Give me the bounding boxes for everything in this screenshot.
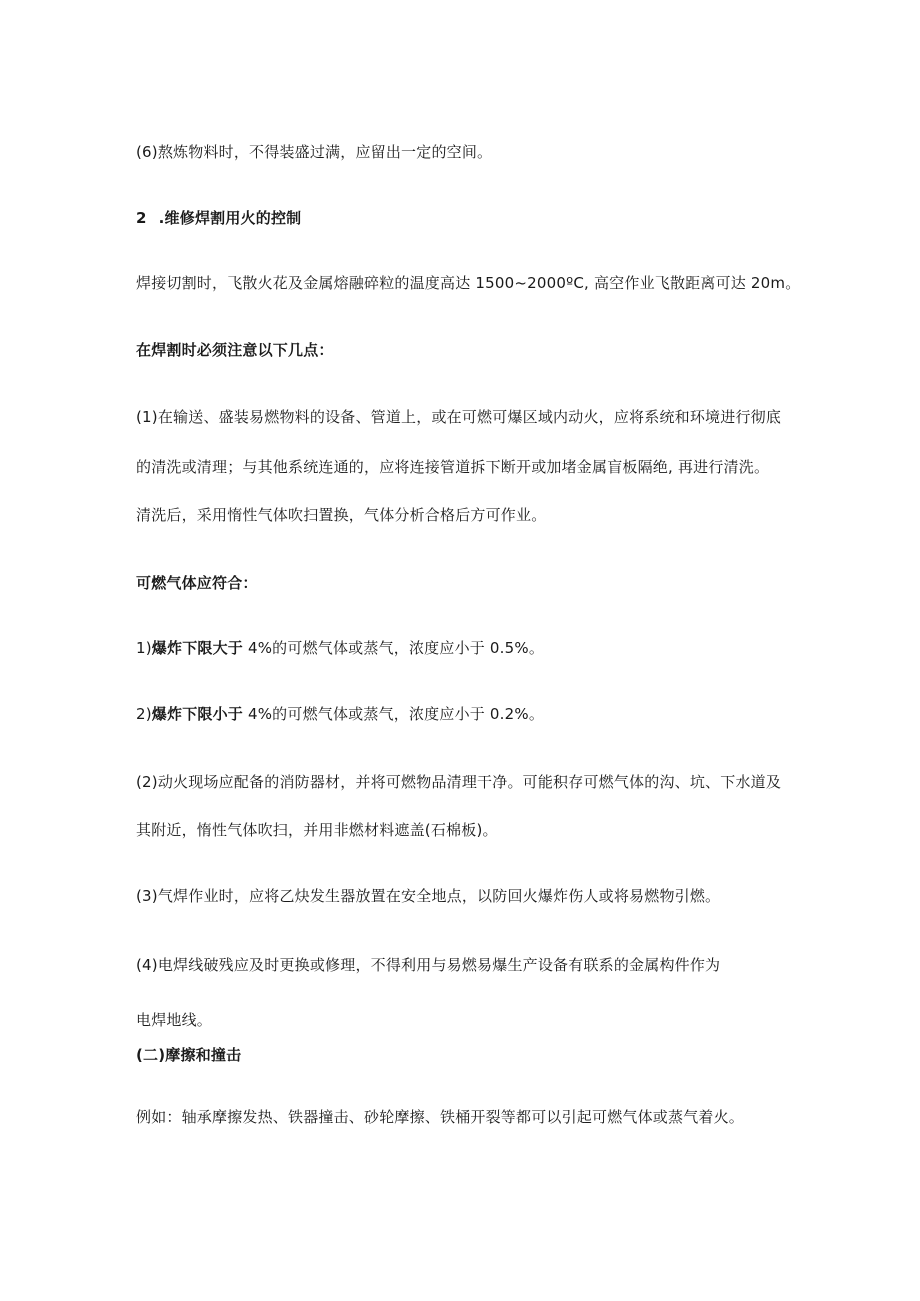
list-item-bold-text: 爆炸下限大于 xyxy=(151,639,243,657)
paragraph-item-2-line-2: 其附近，惰性气体吹扫，并用非燃材料遮盖(石棉板)。 xyxy=(136,821,498,839)
section-title: .维修焊割用火的控制 xyxy=(158,209,302,227)
paragraph-item-3: (3)气焊作业时，应将乙炔发生器放置在安全地点，以防回火爆炸伤人或将易燃物引燃。 xyxy=(136,887,721,905)
paragraph-item-4-line-1: (4)电焊线破残应及时更换或修理，不得利用与易燃易爆生产设备有联系的金属构件作为 xyxy=(136,956,721,974)
list-item-prefix: 2) xyxy=(136,705,152,723)
list-item-text: 4%的可燃气体或蒸气，浓度应小于 0.2%。 xyxy=(243,705,545,723)
subheading-welding-notes: 在焊割时必须注意以下几点： xyxy=(136,341,334,359)
section-heading-friction: (二)摩擦和撞击 xyxy=(136,1046,242,1064)
paragraph-item-6: (6)熬炼物料时，不得装盛过满，应留出一定的空间。 xyxy=(136,143,493,161)
paragraph-item-4-line-2: 电焊地线。 xyxy=(136,1011,213,1029)
section-heading-2 xyxy=(136,208,301,228)
section-number: 2 xyxy=(136,209,147,227)
list-item-bold-text: 爆炸下限小于 xyxy=(151,705,243,723)
list-item-2 xyxy=(136,704,544,724)
paragraph-item-2-line-1: (2)动火现场应配备的消防器材，并将可燃物品清理干净。可能积存可燃气体的沟、坑、下水道及 xyxy=(136,773,782,791)
subheading-combustible-gas: 可燃气体应符合： xyxy=(136,574,258,592)
list-item-text: 4%的可燃气体或蒸气，浓度应小于 0.5%。 xyxy=(243,639,545,657)
paragraph-friction-example: 例如：轴承摩擦发热、铁器撞击、砂轮摩擦、铁桶开裂等都可以引起可燃气体或蒸气着火。 xyxy=(136,1108,745,1126)
paragraph-item-1-line-3: 清洗后，采用惰性气体吹扫置换，气体分析合格后方可作业。 xyxy=(136,506,547,524)
list-item-1 xyxy=(136,638,544,658)
paragraph-welding-temperature: 焊接切割时，飞散火花及金属熔融碎粒的温度高达 1500~2000ºC, 高空作业飞散距离可达 20m。 xyxy=(136,274,801,292)
paragraph-item-1-line-1: (1)在输送、盛装易燃物料的设备、管道上，或在可燃可爆区域内动火，应将系统和环境进行彻底 xyxy=(136,408,782,426)
paragraph-item-1-line-2: 的清洗或清理；与其他系统连通的，应将连接管道拆下断开或加堵金属盲板隔绝, 再进行清洗。 xyxy=(136,458,770,476)
list-item-prefix: 1) xyxy=(136,639,152,657)
